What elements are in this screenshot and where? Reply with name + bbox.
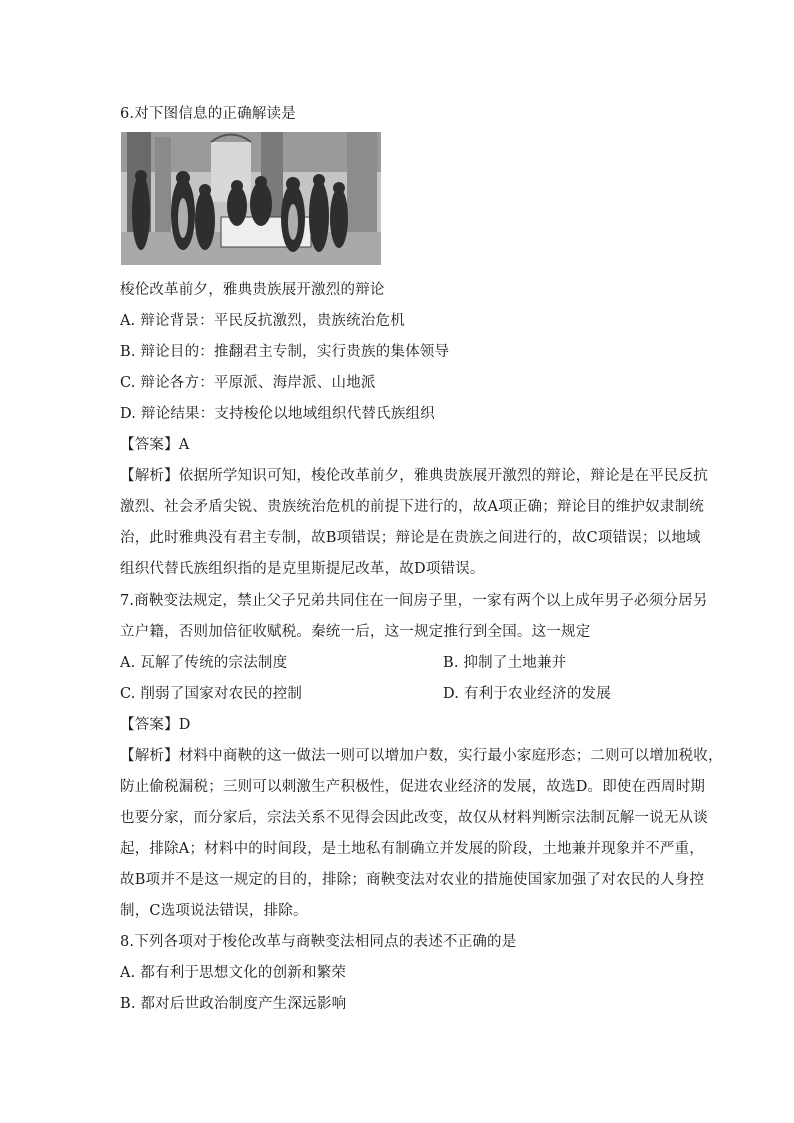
q7-option-b: B. 抑制了土地兼并 <box>443 655 567 671</box>
q7-analysis-line: 制，C选项说法错误，排除。 <box>120 903 308 919</box>
debate-engraving-image <box>121 132 381 265</box>
q6-option-c: C. 辩论各方：平原派、海岸派、山地派 <box>120 375 376 391</box>
q7-option-a: A. 瓦解了传统的宗法制度 <box>120 655 288 671</box>
question-6-stem: 6.对下图信息的正确解读是 <box>120 106 296 122</box>
q6-answer: 【答案】A <box>120 437 190 453</box>
q7-analysis-line: 也要分家，而分家后，宗法关系不见得会因此改变，故仅从材料判断宗法制瓦解一说无从谈 <box>120 810 708 826</box>
q7-answer: 【答案】D <box>120 717 191 733</box>
q7-option-c: C. 削弱了国家对农民的控制 <box>120 686 303 702</box>
q6-option-b: B. 辩论目的：推翻君主专制，实行贵族的集体领导 <box>120 344 450 360</box>
q7-analysis-line: 【解析】材料中商鞅的这一做法一则可以增加户数，实行最小家庭形态；二则可以增加税收， <box>120 748 723 764</box>
figure-caption: 梭伦改革前夕，雅典贵族展开激烈的辩论 <box>120 282 385 298</box>
q8-option-a: A. 都有利于思想文化的创新和繁荣 <box>120 965 347 981</box>
q6-analysis-line: 治，此时雅典没有君主专制，故B项错误；辩论是在贵族之间进行的，故C项错误；以地域 <box>120 530 701 546</box>
q6-option-d: D. 辩论结果：支持梭伦以地域组织代替氏族组织 <box>120 406 435 422</box>
q6-analysis-line: 【解析】依据所学知识可知，梭伦改革前夕，雅典贵族展开激烈的辩论，辩论是在平民反抗 <box>120 468 708 484</box>
q6-option-a: A. 辩论背景：平民反抗激烈，贵族统治危机 <box>120 313 405 329</box>
q6-analysis-line: 激烈、社会矛盾尖锐、贵族统治危机的前提下进行的，故A项正确；辩论目的维护奴隶制统 <box>120 499 704 515</box>
q7-analysis-line: 故B项并不是这一规定的目的，排除；商鞅变法对农业的措施使国家加强了对农民的人身控 <box>120 872 705 888</box>
question-7-stem-line: 立户籍，否则加倍征收赋税。秦统一后，这一规定推行到全国。这一规定 <box>120 624 591 640</box>
q7-analysis-line: 起，排除A；材料中的时间段，是土地私有制确立并发展的阶段，土地兼并现象并不严重， <box>120 841 704 857</box>
q6-analysis-line: 组织代替氏族组织指的是克里斯提尼改革，故D项错误。 <box>120 561 485 577</box>
question-7-stem-line: 7.商鞅变法规定，禁止父子兄弟共同住在一间房子里，一家有两个以上成年男子必须分居另 <box>120 593 708 609</box>
q8-option-b: B. 都对后世政治制度产生深远影响 <box>120 996 347 1012</box>
question-8-stem: 8.下列各项对于梭伦改革与商鞅变法相同点的表述不正确的是 <box>120 934 517 950</box>
q7-option-d: D. 有利于农业经济的发展 <box>443 686 611 702</box>
q7-analysis-line: 防止偷税漏税；三则可以刺激生产积极性，促进农业经济的发展，故选D。即使在西周时期 <box>120 779 706 795</box>
